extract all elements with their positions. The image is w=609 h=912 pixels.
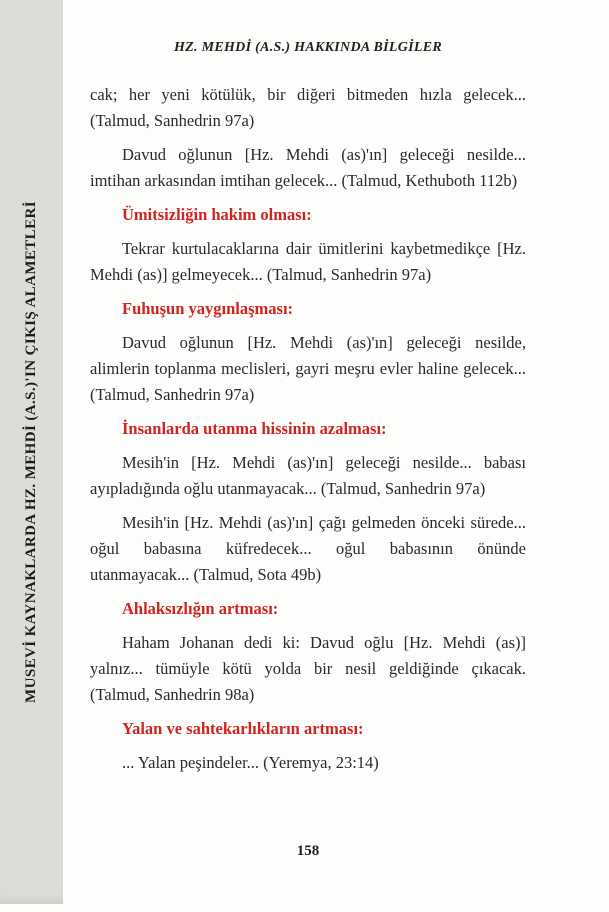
body-text (90, 82, 526, 776)
paragraph: Mesih'in [Hz. Mehdi (as)'ın] çağı gelmeden önceki sürede... oğul babasına küfredecek... oğul babasının önünde utanmayacak... (Talmud, Sota 49b) (90, 513, 526, 584)
paragraph: Haham Johanan dedi ki: Davud oğlu [Hz. Mehdi (as)] yalnız... tümüyle kötü yolda bir nesil geldiğinde çıkacak. (Talmud, Sanhedrin 98a) (90, 633, 526, 704)
section-heading: Ümitsizliğin hakim olması: (122, 205, 312, 224)
section-heading: Yalan ve sahtekarlıkların artması: (122, 719, 364, 738)
page-content (90, 0, 526, 784)
paragraph: ... Yalan peşindeler... (Yeremya, 23:14) (122, 753, 379, 772)
section-heading: Ahlaksızlığın artması: (122, 599, 279, 618)
paragraph: Davud oğlunun [Hz. Mehdi (as)'ın] geleceği nesilde, alimlerin toplanma meclisleri, gayri meşru evler haline gelecek... (Talmud, Sanhedrin 97a) (90, 333, 526, 404)
paragraph: cak; her yeni kötülük, bir diğeri bitmeden hızla gelecek... (Talmud, Sanhedrin 97a) (90, 85, 526, 130)
running-header: HZ. MEHDİ (A.S.) HAKKINDA BİLGİLER (173, 40, 443, 55)
chapter-title-vertical: MUSEVİ KAYNAKLARDA HZ. MEHDİ (A.S.)'IN ÇIKIŞ ALAMETLERİ (23, 201, 39, 703)
paragraph: Tekrar kurtulacaklarına dair ümitlerini kaybetmedikçe [Hz. Mehdi (as)] gelmeyecek... (Talmud, Sanhedrin 97a) (90, 239, 526, 284)
section-heading: İnsanlarda utanma hissinin azalması: (122, 419, 387, 438)
paragraph: Davud oğlunun [Hz. Mehdi (as)'ın] geleceği nesilde... imtihan arkasından imtihan gelecek... (Talmud, Kethuboth 112b) (90, 145, 526, 190)
page-number: 158 (296, 843, 320, 859)
page-edge-strip (0, 0, 63, 904)
paragraph: Mesih'in [Hz. Mehdi (as)'ın] geleceği nesilde... babası ayıpladığında oğlu utanmayacak... (Talmud, Sanhedrin 97a) (90, 453, 526, 498)
section-heading: Fuhuşun yaygınlaşması: (122, 299, 294, 318)
